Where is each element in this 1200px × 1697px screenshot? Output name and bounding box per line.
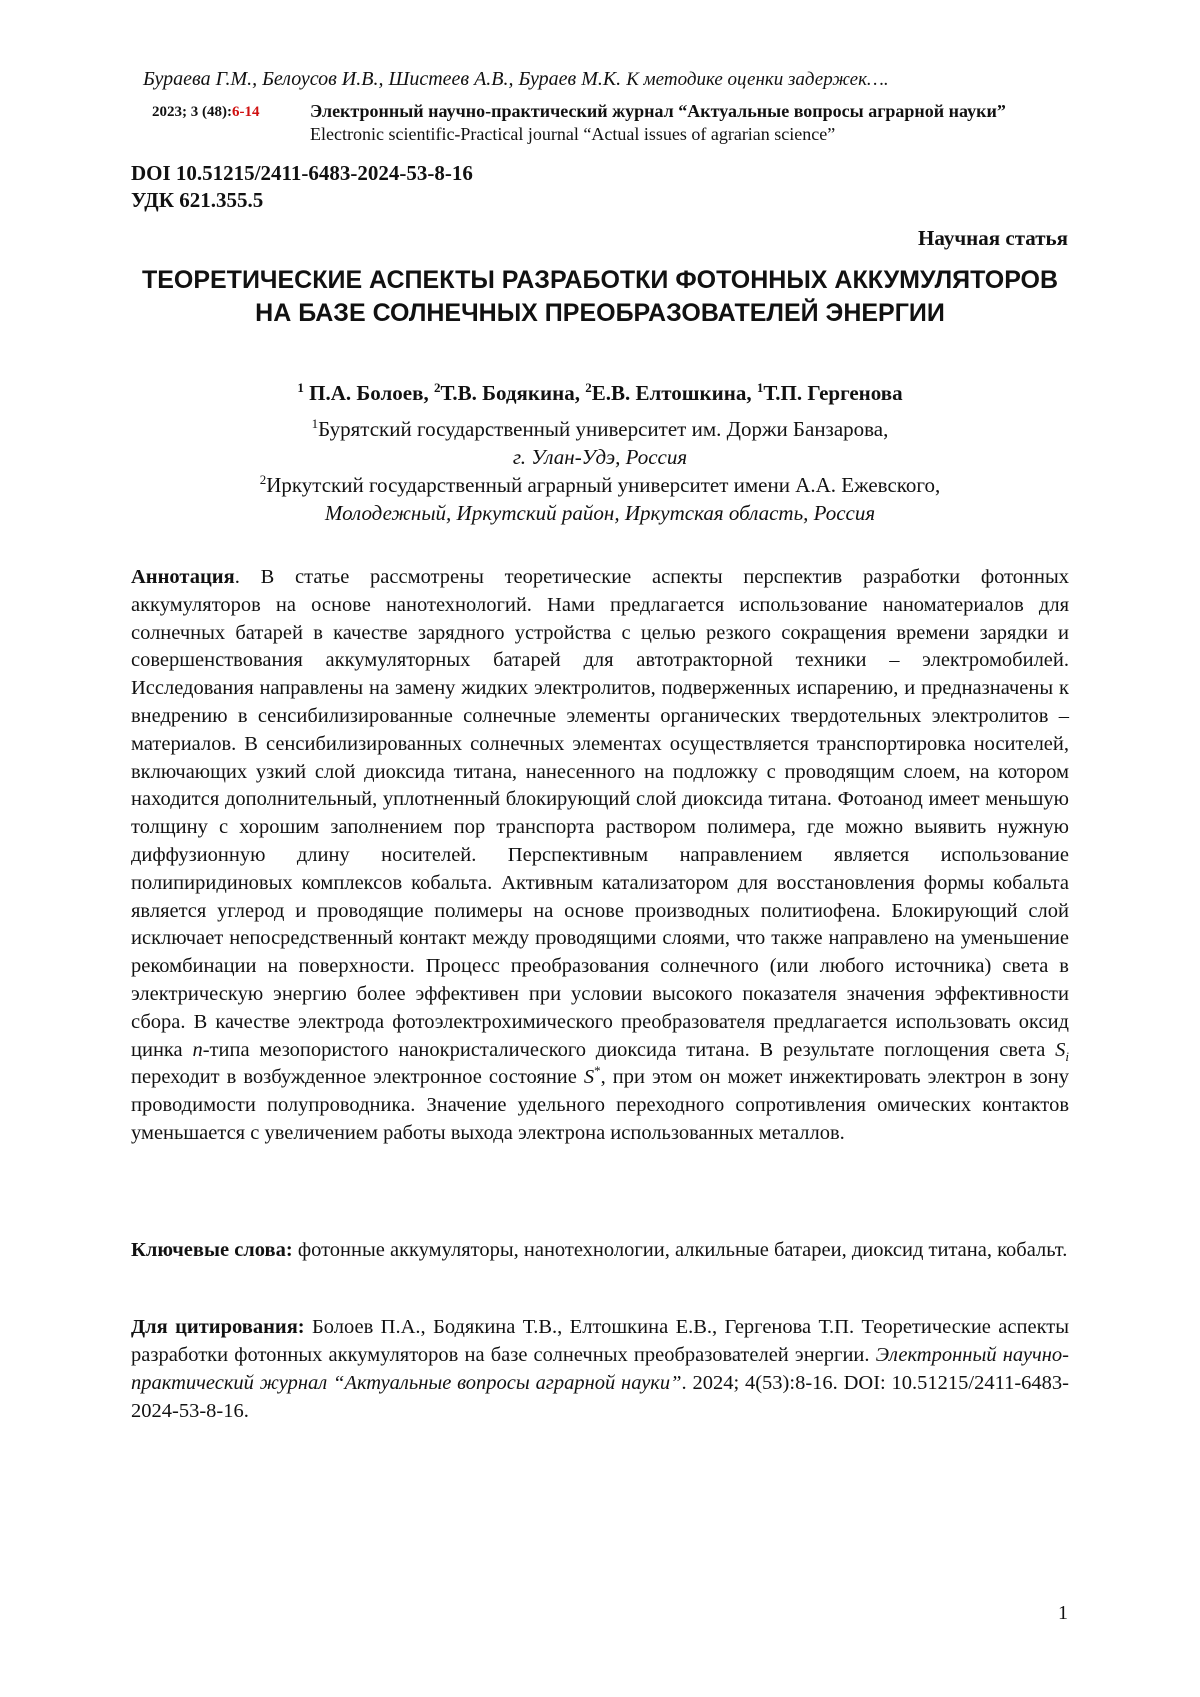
article-type: Научная статья: [918, 226, 1068, 250]
affiliation-location: Молодежный, Иркутский район, Иркутская область, Россия: [324, 501, 876, 525]
affiliation-org: Иркутский государственный аграрный университет имени А.А. Ежевского,: [266, 473, 941, 497]
affiliation-location: г. Улан-Удэ, Россия: [512, 445, 688, 469]
journal-name-en: Electronic scientific-Practical journal “Actual issues of agrarian science”: [310, 124, 836, 144]
citation-text: Болоев П.А., Бодякина Т.В., Елтошкина Е.В., Гергенова Т.П. Теоретические аспекты разработки фотонных аккумуляторов на базе солнечных преобразователей энергии.: [131, 1316, 1069, 1366]
authors: $^1$ П.А. Болоев, $^2$Т.В. Бодякина, $^2$Е.В. Елтошкина, $^1$Т.П. Гергенова: [297, 380, 903, 405]
abstract: [131, 564, 1069, 1148]
keywords-label: Ключевые слова:: [131, 1239, 293, 1261]
affiliation-org: Бурятский государственный университет им. Доржи Банзарова,: [318, 417, 889, 441]
issue-info: [152, 104, 259, 121]
abstract-symbol-sup: *: [594, 1063, 601, 1079]
abstract-symbol-sub: i: [1065, 1048, 1069, 1064]
author-name: Т.В. Бодякина: [440, 381, 575, 405]
keywords-text: фотонные аккумуляторы, нанотехнологии, алкильные батареи, диоксид титана, кобальт.: [292, 1239, 1068, 1261]
author-sup: 2: [585, 380, 592, 395]
author-name: Е.В. Елтошкина: [591, 381, 747, 405]
journal-name-ru: Электронный научно-практический журнал “Актуальные вопросы аграрной науки”: [310, 101, 1006, 121]
abstract-symbol-s-star: S: [583, 1066, 595, 1089]
doi: DOI 10.51215/2411-6483-2024-53-8-16: [131, 161, 473, 185]
running-head-authors: Бураева Г.М., Белоусов И.В., Шистеев А.В., Бураев М.К.: [143, 68, 622, 90]
issue-pages: 6-14: [231, 104, 260, 120]
citation-text: . 2024; 4(53):8-16. DOI: 10.51215/2411-6483-2024-53-8-16.: [131, 1372, 1069, 1422]
journal-header: [310, 100, 1006, 146]
abstract-text: , при этом он может инжектировать электрон в зону проводимости полупроводника. Значение удельного переходного сопротивления омических контактов уменьшается с увеличением работы выхода электрона использованных металлов.: [131, 1066, 1069, 1144]
author-sup: 1: [756, 380, 764, 395]
issue-volume: 2023; 3 (48):: [152, 104, 232, 120]
author-sup: 2: [433, 380, 441, 395]
abstract-symbol-s: S: [1055, 1038, 1066, 1061]
running-head-title: К методике оценки задержек….: [626, 69, 889, 90]
citation-journal: Электронный научно-практический журнал “Актуальные вопросы аграрной науки”: [131, 1344, 1069, 1394]
udk: УДК 621.355.5: [131, 188, 264, 212]
abstract-label: Аннотация: [131, 566, 235, 588]
affiliation-1: [131, 410, 1069, 471]
citation-label: Для цитирования:: [131, 1316, 305, 1338]
author-name: П.А. Болоев: [309, 381, 424, 405]
citation: [131, 1313, 1069, 1425]
page-number: 1: [1058, 1602, 1068, 1624]
keywords: [131, 1236, 1069, 1264]
running-head: [143, 68, 889, 91]
paper-title: ТЕОРЕТИЧЕСКИЕ АСПЕКТЫ РАЗРАБОТКИ ФОТОННЫХ АККУМУЛЯТОРОВ НА БАЗЕ СОЛНЕЧНЫХ ПРЕОБРАЗОВАТЕЛЕЙ ЭНЕРГИИ: [141, 266, 1059, 327]
affiliation-2: [131, 466, 1069, 527]
abstract-n-type: n: [192, 1038, 203, 1061]
author-name: Т.П. Гергенова: [763, 381, 903, 405]
author-sup: 1: [297, 380, 304, 395]
abstract-text: . В статье рассмотрены теоретические аспекты перспектив разработки фотонных аккумуляторов на основе нанотехнологий. Нами предлагается использование наноматериалов для солнечных батарей в качестве зарядного устройства с целью резкого сокращения времени зарядки и совершенствования аккумуляторных батарей для автотракторной техники – электромобилей. Исследования направлены на замену жидких электролитов, подверженных испарению, и предназначены к внедрению в сенсибилизированные солнечные элементы органических твердотельных электролитов – материалов. В сенсибилизированных солнечных элементах осуществляется транспортировка носителей, включающих узкий слой диоксида титана, нанесенного на подложку с проводящим слоем, на котором находится дополнительный, уплотненный блокирующий слой диоксида титана. Фотоанод имеет меньшую толщину с хорошим заполнением пор транспорта раствором полимера, где можно выявить нужную диффузионную длину носителей. Перспективным направлением является использование полипиридиновых комплексов кобальта. Активным катализатором для восстановления формы кобальта является углерод и проводящие полимеры на основе производных политиофена. Блокирующий слой исключает непосредственный контакт между проводящими слоями, что также направлено на уменьшение рекомбинации на поверхности. Процесс преобразования солнечного (или любого источника) света в электрическую энергию более эффективен при условии высокого показателя значения эффективности сбора. В качестве электрода фотоэлектрохимического преобразователя предлагается использовать оксид цинка: [131, 566, 1069, 1061]
affiliation-sup: 2: [259, 472, 267, 487]
affiliation-sup: 1: [311, 416, 319, 431]
abstract-text: -типа мезопористого нанокристалического диоксида титана. В результате поглощения света: [202, 1038, 1056, 1061]
abstract-text: переходит в возбужденное электронное состояние: [131, 1066, 584, 1089]
identifiers: [131, 160, 473, 214]
